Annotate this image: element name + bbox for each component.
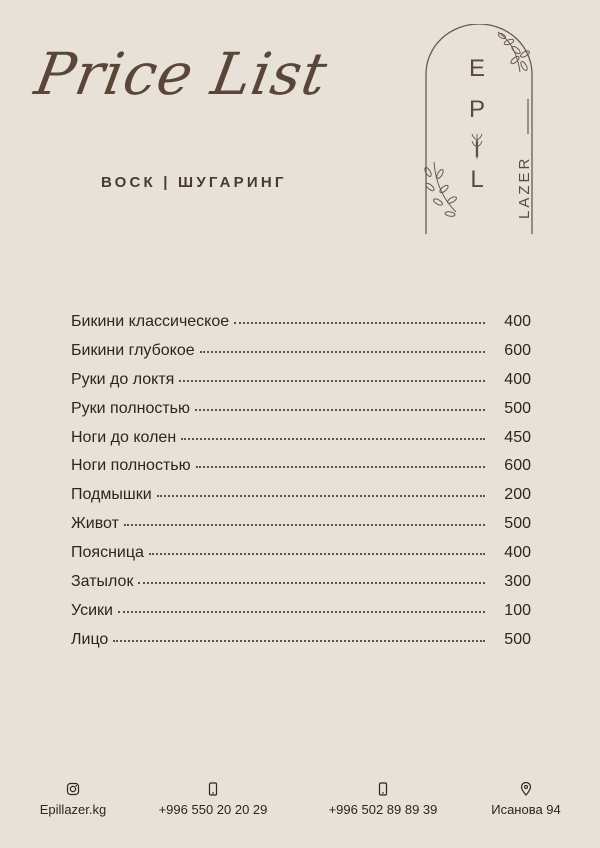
price-row	[71, 486, 531, 515]
price-list	[71, 313, 531, 660]
phone-number-2[interactable]: +996 502 89 89 39	[328, 802, 438, 817]
phone-number-1[interactable]: +996 550 20 20 29	[158, 802, 268, 817]
address-text: Исанова 94	[491, 802, 561, 817]
service-name: Бикини классическое	[71, 313, 230, 330]
phone-icon	[376, 782, 390, 796]
price-row	[71, 515, 531, 544]
price-row	[71, 631, 531, 660]
dot-leader	[157, 485, 485, 497]
service-price: 500	[504, 630, 531, 648]
service-price: 100	[504, 601, 531, 619]
location-pin-icon	[519, 782, 533, 796]
logo-letter-e: E	[468, 55, 486, 82]
service-price: 400	[504, 544, 531, 562]
price-row	[71, 602, 531, 631]
dot-leader	[234, 312, 485, 324]
instagram-handle[interactable]: Epillazer.kg	[39, 802, 107, 817]
contact-footer	[0, 782, 600, 832]
service-name: Ноги полностью	[71, 457, 191, 475]
logo-letter-l: L	[470, 166, 484, 193]
service-name: Руки до локтя	[71, 370, 175, 388]
service-name: Подмышки	[71, 486, 152, 504]
price-row	[71, 457, 531, 486]
service-name: Затылок	[71, 573, 134, 591]
dot-leader	[138, 572, 485, 584]
dot-leader	[149, 543, 485, 555]
instagram-contact[interactable]	[30, 782, 116, 817]
phone-contact-1[interactable]	[143, 782, 283, 817]
page-title: Price List	[30, 40, 333, 108]
service-name: Бикини глубокое	[71, 341, 195, 359]
dot-leader	[200, 341, 485, 353]
service-name: Руки полностью	[71, 399, 190, 417]
service-price: 600	[504, 341, 531, 359]
service-name: Живот	[71, 515, 119, 533]
instagram-icon	[66, 782, 80, 796]
dot-leader	[113, 630, 485, 642]
service-name: Ноги до колен	[71, 428, 177, 446]
dot-leader	[181, 428, 485, 440]
service-price: 600	[504, 457, 531, 475]
logo-letter-i: I	[473, 136, 481, 163]
service-name: Поясница	[71, 544, 144, 562]
address-contact	[480, 782, 572, 817]
dot-leader	[179, 370, 485, 382]
service-price: 200	[504, 486, 531, 504]
price-row	[71, 573, 531, 602]
dot-leader	[124, 514, 485, 526]
logo-side-text: LAZER	[516, 155, 533, 219]
price-row	[71, 429, 531, 458]
service-price: 500	[504, 515, 531, 533]
phone-contact-2[interactable]	[313, 782, 453, 817]
page-subtitle: ВОСК | ШУГАРИНГ	[101, 174, 287, 191]
price-row	[71, 313, 531, 342]
service-price: 450	[504, 428, 531, 446]
service-price: 400	[504, 370, 531, 388]
service-name: Усики	[71, 601, 113, 619]
logo-letter-p: P	[468, 96, 486, 123]
epil-lazer-logo	[416, 24, 542, 244]
branch-top-right-icon	[498, 32, 531, 72]
dot-leader	[196, 456, 485, 468]
phone-icon	[206, 782, 220, 796]
service-name: Лицо	[71, 630, 109, 648]
branch-bottom-left-icon	[424, 162, 458, 217]
dot-leader	[118, 601, 485, 613]
price-row	[71, 400, 531, 429]
service-price: 300	[504, 573, 531, 591]
price-row	[71, 342, 531, 371]
service-price: 400	[504, 313, 531, 330]
price-row	[71, 544, 531, 573]
dot-leader	[195, 399, 485, 411]
service-price: 500	[504, 399, 531, 417]
price-row	[71, 371, 531, 400]
